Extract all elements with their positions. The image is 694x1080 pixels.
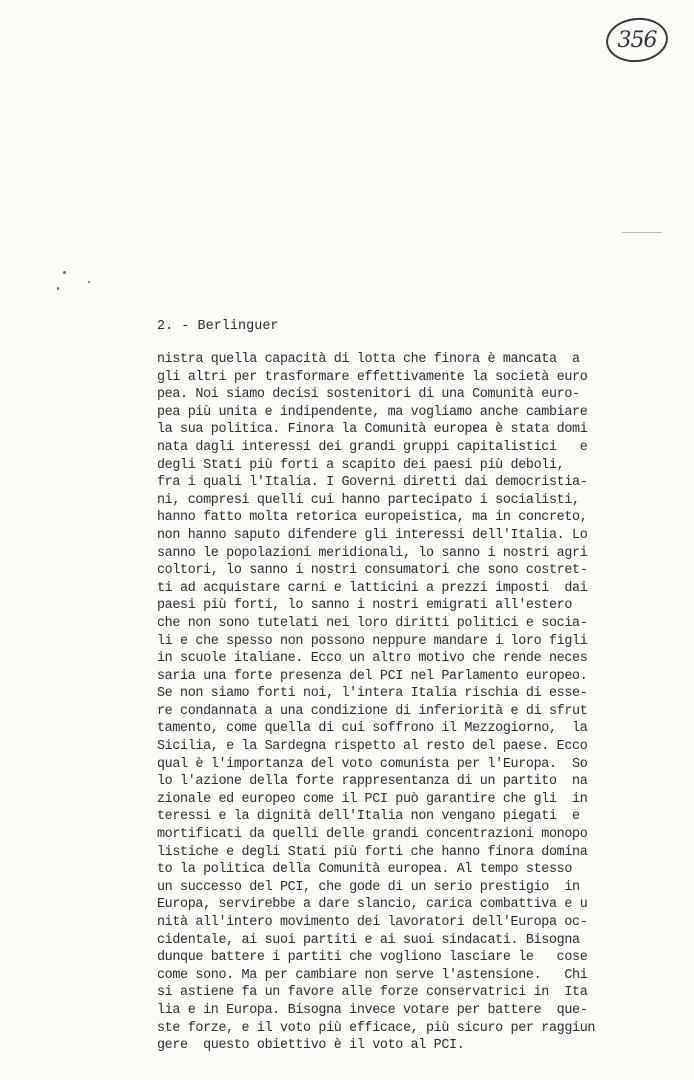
text-line: la sua politica. Finora la Comunità europea è stata domi bbox=[157, 422, 588, 438]
text-line: ni, compresi quelli cui hanno partecipato i socialisti, bbox=[157, 492, 580, 508]
text-line: mortificati da quelli delle grandi concentrazioni monopo bbox=[157, 827, 588, 843]
text-line: che non sono tutelati nei loro diritti politici e socia- bbox=[157, 615, 588, 631]
text-line: zionale ed europeo come il PCI può garantire che gli in bbox=[157, 791, 588, 807]
text-line: hanno fatto molta retorica europeistica, ma in concreto, bbox=[157, 510, 588, 526]
text-line: in scuole italiane. Ecco un altro motivo che rende neces bbox=[157, 651, 588, 667]
text-line: pea più unita e indipendente, ma vogliamo anche cambiare bbox=[157, 404, 588, 420]
section-heading: 2. - Berlinguer bbox=[157, 319, 279, 334]
handwritten-circle bbox=[604, 15, 670, 65]
text-line: un successo del PCI, che gode di un serio prestigio in bbox=[157, 879, 580, 895]
text-line: pea. Noi siamo decisi sostenitori di una Comunità euro- bbox=[157, 387, 580, 403]
text-line: come sono. Ma per cambiare non serve l'astensione. Chi bbox=[157, 967, 588, 983]
text-line: degli Stati più forti a scapito dei paesi più deboli, bbox=[157, 457, 565, 473]
page-number: 356 bbox=[617, 27, 657, 53]
text-line: re condannata a una condizione di inferiorità e di sfrut bbox=[157, 703, 588, 719]
text-line: nistra quella capacità di lotta che finora è mancata a bbox=[157, 352, 580, 367]
text-line: non hanno saputo difendere gli interessi dell'Italia. Lo bbox=[157, 527, 588, 543]
text-line: to la politica della Comunità europea. Al tempo stesso bbox=[157, 862, 573, 878]
text-line: gere questo obiettivo è il voto al PCI. bbox=[157, 1038, 465, 1054]
text-line: ste forze, e il voto più efficace, più sicuro per raggiun bbox=[157, 1020, 596, 1036]
scan-mark-line bbox=[622, 232, 662, 233]
text-line: listiche e degli Stati più forti che hanno finora domina bbox=[157, 844, 588, 860]
text-line: si astiene fa un favore alle forze conservatrici in Ita bbox=[157, 985, 588, 1001]
text-line: coltori, lo sanno i nostri consumatori che sono costret- bbox=[157, 563, 588, 579]
text-line: saria una forte presenza del PCI nel Parlamento europeo. bbox=[157, 668, 588, 684]
text-line: qual è l'importanza del voto comunista per l'Europa. So bbox=[157, 756, 588, 772]
text-line: gli altri per trasformare effettivamente la società euro bbox=[157, 369, 588, 385]
text-line: lia e in Europa. Bisogna invece votare per battere que- bbox=[157, 1002, 588, 1018]
text-line: li e che spesso non possono neppure mandare i loro figli bbox=[157, 633, 588, 649]
scan-speck bbox=[63, 271, 66, 274]
scan-speck bbox=[88, 281, 90, 283]
text-line: sanno le popolazioni meridionali, lo sanno i nostri agri bbox=[157, 545, 588, 561]
text-line: Se non siamo forti noi, l'intera Italia rischia di esse- bbox=[157, 686, 588, 702]
text-line: dunque battere i partiti che vogliono lasciare le cose bbox=[157, 950, 588, 966]
scan-speck bbox=[57, 287, 59, 290]
text-line: fra i quali l'Italia. I Governi diretti dai democristia- bbox=[157, 475, 588, 491]
text-line: ti ad acquistare carni e latticini a prezzi imposti dai bbox=[157, 580, 588, 596]
text-line: nità all'intero movimento dei lavoratori dell'Europa oc- bbox=[157, 915, 588, 930]
text-line: cidentale, ai suoi partiti e ai suoi sindacati. Bisogna bbox=[157, 932, 580, 948]
text-line: Europa, servirebbe a dare slancio, carica combattiva e u bbox=[157, 897, 588, 913]
text-line: nata dagli interessi dei grandi gruppi capitalistici e bbox=[157, 439, 588, 455]
page-number-stamp bbox=[606, 18, 668, 62]
text-line: paesi più forti, lo sanno i nostri emigrati all'estero bbox=[157, 598, 573, 614]
speech-body-text bbox=[157, 351, 617, 1055]
text-line: teressi e la dignità dell'Italia non vengano piegati e bbox=[157, 809, 580, 825]
text-line: tamento, come quella di cui soffrono il Mezzogiorno, la bbox=[157, 721, 588, 737]
text-line: Sicilia, e la Sardegna rispetto al resto del paese. Ecco bbox=[157, 739, 588, 755]
text-line: lo l'azione della forte rappresentanza di un partito na bbox=[157, 774, 588, 790]
